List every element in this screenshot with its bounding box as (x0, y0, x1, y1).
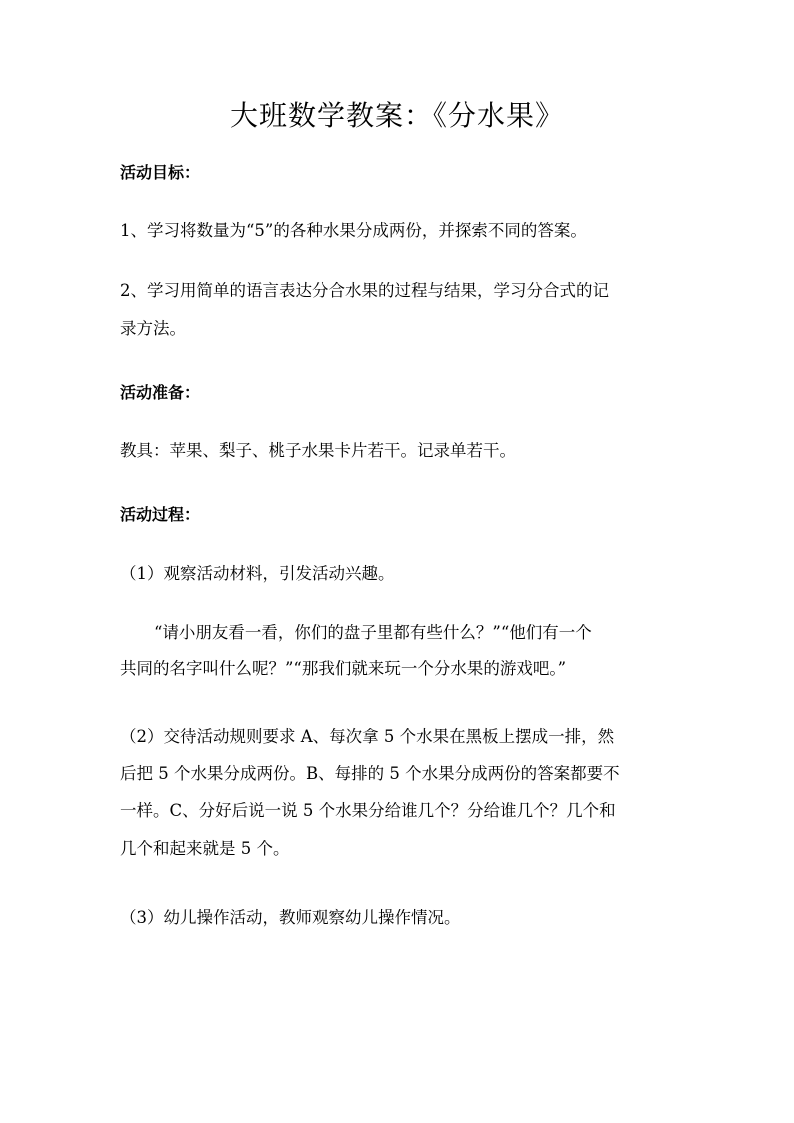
step-2-line-1: （2）交待活动规则要求 A、每次拿 5 个水果在黑板上摆成一排，然 (120, 727, 615, 746)
preparation-text: 教具：苹果、梨子、桃子水果卡片若干。记录单若干。 (120, 441, 516, 460)
quote-line-2: 共同的名字叫什么呢？”“那我们就来玩一个分水果的游戏吧。” (120, 659, 567, 678)
preparation-heading: 活动准备： (120, 383, 201, 402)
objective-2-line-2: 录方法。 (120, 319, 186, 338)
step-3: （3）幼儿操作活动，教师观察幼儿操作情况。 (120, 908, 461, 927)
quote-line-1: “请小朋友看一看，你们的盘子里都有些什么？”“他们有一个 (154, 623, 592, 642)
step-2-line-2: 后把 5 个水果分成两份。B、每排的 5 个水果分成两份的答案都要不 (120, 764, 620, 783)
objective-2-line-1: 2、学习用简单的语言表达分合水果的过程与结果，学习分合式的记 (120, 281, 609, 300)
step-1: （1）观察活动材料，引发活动兴趣。 (120, 564, 395, 583)
objective-1: 1、学习将数量为“5”的各种水果分成两份，并探索不同的答案。 (120, 221, 587, 240)
step-2-line-4: 几个和起来就是 5 个。 (120, 839, 290, 858)
page-title: 大班数学教案：《分水果》 (229, 99, 564, 132)
step-2-line-3: 一样。C、分好后说一说 5 个水果分给谁几个？分给谁几个？几个和 (120, 801, 616, 820)
objectives-heading: 活动目标： (120, 163, 201, 182)
process-heading: 活动过程： (120, 505, 201, 524)
